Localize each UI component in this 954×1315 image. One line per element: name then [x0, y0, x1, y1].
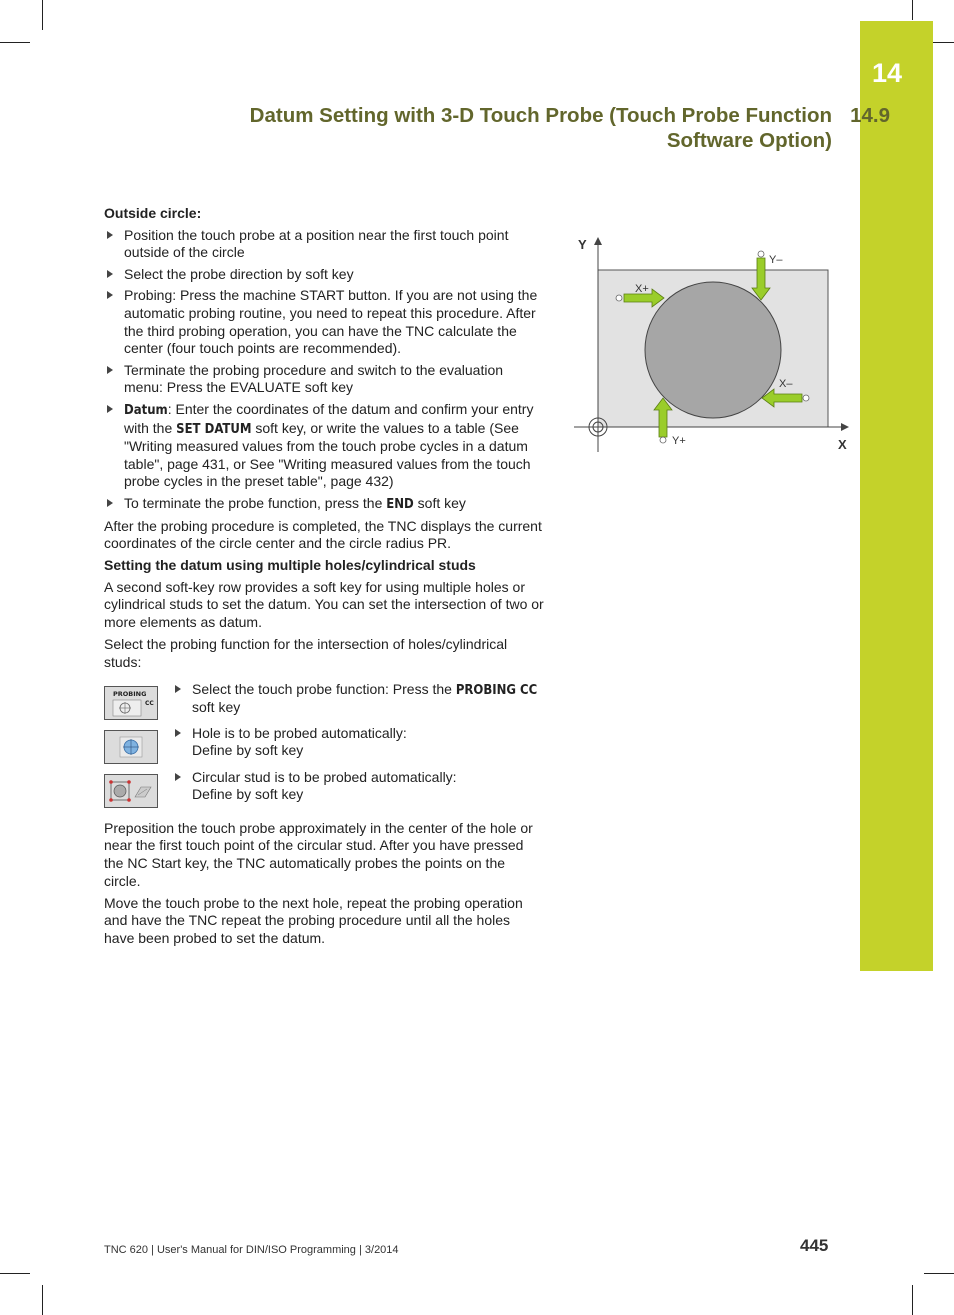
list-item: Position the touch probe at a position near the first touch point outside of the circle — [104, 227, 544, 262]
svg-text:PROBING: PROBING — [113, 689, 147, 698]
list-item: Probing: Press the machine START button. If you are not using the automatic probing routine, you need to repeat this procedure. After the third probing operation, you can have the TNC calculate the center (four touch points are recommended). — [104, 287, 544, 357]
crop-mark — [912, 0, 913, 20]
crop-mark — [42, 0, 43, 30]
main-content — [104, 205, 544, 952]
bullet-icon — [175, 773, 181, 781]
paragraph: Preposition the touch probe approximately in the center of the hole or near the first touch point of the circular stud. After you have pressed the NC Start key, the TNC automatically probes the points on the circle. — [104, 819, 533, 889]
softkey-text: Select the touch probe function: Press the PROBING CC soft key — [192, 681, 542, 717]
paragraph: Select the probing function for the intersection of holes/cylindrical studs: — [104, 636, 508, 670]
softkey-text: Hole is to be probed automatically: Define by soft key — [192, 725, 542, 760]
crop-mark — [0, 42, 30, 43]
footer-text: TNC 620 | User's Manual for DIN/ISO Programming | 3/2014 — [104, 1244, 399, 1256]
softkey-row-stud — [104, 768, 544, 818]
keyword-datum: Datum — [124, 402, 168, 418]
probing-cc-softkey-icon[interactable] — [104, 686, 158, 720]
softkey-row-hole — [104, 724, 544, 774]
chapter-number: 14 — [872, 58, 903, 88]
outside-circle-heading: Outside circle: — [104, 205, 202, 221]
page-header — [249, 103, 890, 153]
hole-softkey-icon[interactable] — [104, 730, 158, 764]
crop-mark — [42, 1285, 43, 1315]
crop-mark — [0, 1273, 30, 1274]
label-yplus: Y+ — [672, 435, 686, 447]
outside-circle-diagram — [572, 232, 852, 457]
paragraph: Move the touch probe to the next hole, repeat the probing operation and have the TNC repeat the probing procedure until all the holes have been probed to set the datum. — [104, 894, 523, 946]
bullet-icon — [175, 729, 181, 737]
label-xplus: X+ — [635, 283, 649, 295]
list-item: Datum: Enter the coordinates of the datum and confirm your entry with the SET DATUM soft key, or write the values to a table (See "Writing measured values from the touch probe cycles in a datum table", page 431, or See "Writing measured values from the touch probe cycles in the preset table", page 432) — [104, 401, 544, 491]
axis-label-x: X — [838, 437, 847, 452]
outside-circle-result: After the probing procedure is completed, the TNC displays the current coordinates of the circle center and the circle radius PR. — [104, 517, 542, 552]
chapter-tab — [860, 21, 933, 971]
multiple-holes-heading: Setting the datum using multiple holes/cylindrical studs — [104, 557, 476, 574]
keyword-set-datum: SET DATUM — [176, 421, 252, 437]
label-xminus: X– — [779, 378, 793, 390]
axis-label-y: Y — [578, 237, 587, 252]
paragraph: A second soft-key row provides a soft key for using multiple holes or cylindrical studs to set the datum. You can set the intersection of two or more elements as datum. — [104, 578, 544, 630]
list-item: Select the probe direction by soft key — [104, 266, 544, 284]
crop-mark — [924, 1273, 954, 1274]
keyword-end: END — [386, 496, 414, 512]
list-item: Terminate the probing procedure and switch to the evaluation menu: Press the EVALUATE soft key — [104, 362, 544, 397]
list-item: To terminate the probe function, press the END soft key — [104, 495, 544, 514]
outside-circle-steps — [104, 227, 544, 514]
header-title-line1: Datum Setting with 3-D Touch Probe (Touch Probe Function — [249, 104, 832, 127]
svg-text:CC: CC — [145, 699, 154, 707]
stud-softkey-icon[interactable] — [104, 774, 158, 808]
crop-mark — [912, 1285, 913, 1315]
section-number: 14.9 — [850, 104, 890, 127]
bullet-icon — [175, 685, 181, 693]
page-number: 445 — [800, 1236, 829, 1255]
keyword-probing-cc: PROBING CC — [455, 682, 538, 698]
softkey-text: Circular stud is to be probed automatically: Define by soft key — [192, 769, 542, 804]
softkey-row-probing-cc — [104, 680, 544, 730]
label-yminus: Y– — [769, 254, 783, 266]
circular-stud — [645, 282, 781, 418]
header-title-line2: Software Option) — [666, 129, 832, 152]
